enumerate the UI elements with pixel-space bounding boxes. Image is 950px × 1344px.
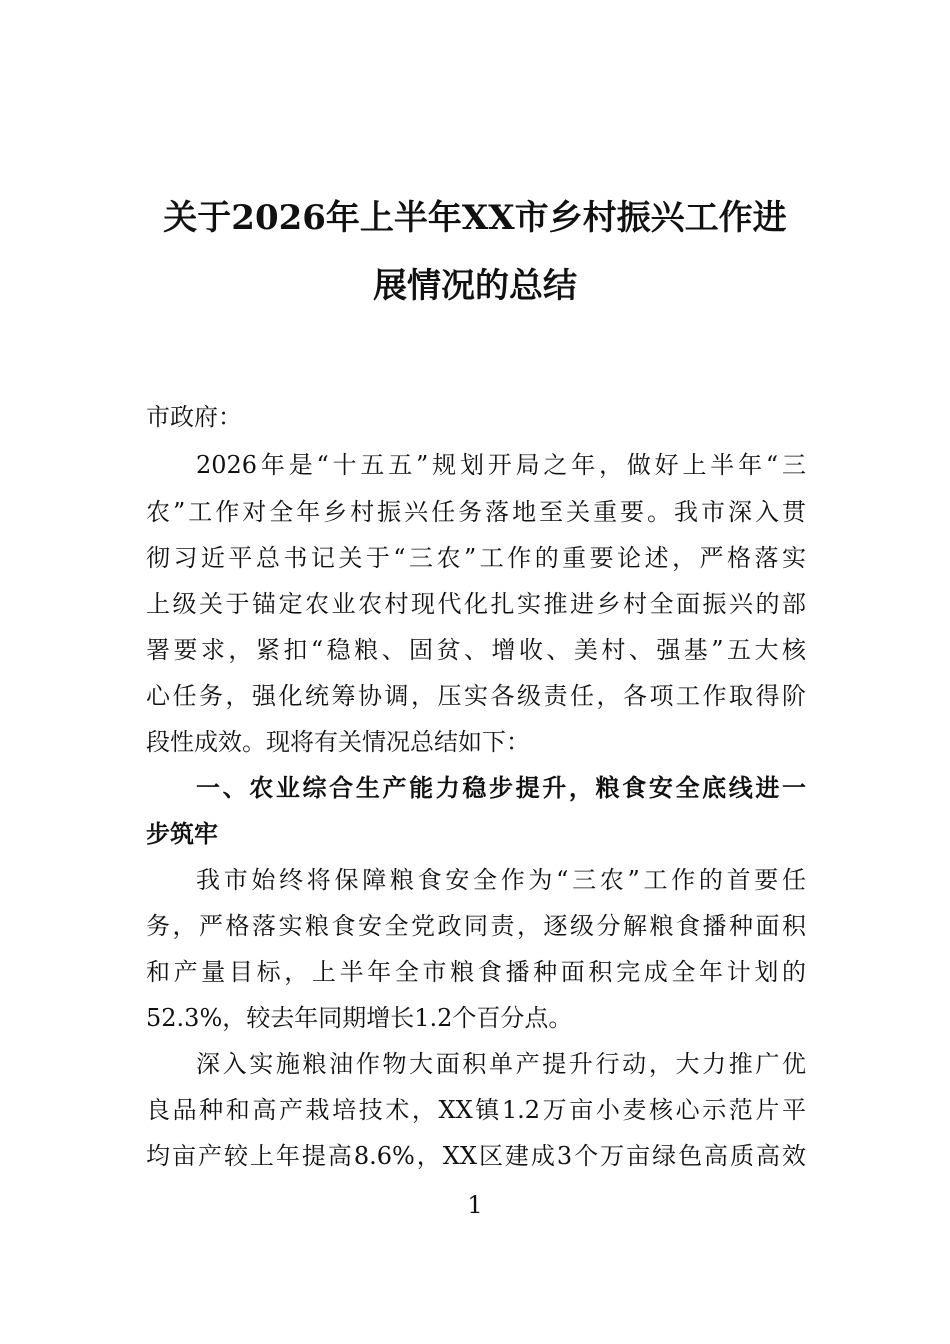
paragraph-line: 和产量目标，上半年全市粮食播种面积完成全年计划的	[146, 958, 806, 986]
document-title-line-2: 展情况的总结	[373, 266, 577, 306]
intro-line: 上级关于锚定农业农村现代化扎实推进乡村全面振兴的部	[146, 590, 806, 618]
paragraph-line: 务，严格落实粮食安全党政同责，逐级分解粮食播种面积	[146, 912, 806, 940]
intro-line: 彻习近平总书记关于“三农”工作的重要论述，严格落实	[146, 544, 806, 572]
document-title-line-1: 关于2026年上半年XX市乡村振兴工作进	[163, 198, 787, 238]
paragraph-line: 均亩产较上年提高8.6%，XX区建成3个万亩绿色高质高效	[146, 1142, 806, 1170]
intro-line: 署要求，紧扣“稳粮、固贫、增收、美村、强基”五大核	[146, 636, 806, 664]
intro-line: 心任务，强化统筹协调，压实各级责任，各项工作取得阶	[146, 682, 806, 710]
intro-line: 段性成效。现将有关情况总结如下：	[146, 728, 530, 756]
paragraph-line: 良品种和高产栽培技术，XX镇1.2万亩小麦核心示范片平	[146, 1096, 806, 1124]
paragraph-line: 深入实施粮油作物大面积单产提升行动，大力推广优	[196, 1050, 806, 1078]
paragraph-line: 52.3%，较去年同期增长1.2个百分点。	[146, 1004, 573, 1032]
section-heading-line: 步筑牢	[146, 820, 218, 848]
section-heading-line: 一、农业综合生产能力稳步提升，粮食安全底线进一	[196, 774, 806, 802]
salutation: 市政府：	[146, 403, 242, 431]
page-number: 1	[467, 1191, 483, 1219]
intro-line: 2026年是“十五五”规划开局之年，做好上半年“三	[196, 451, 806, 479]
paragraph-line: 我市始终将保障粮食安全作为“三农”工作的首要任	[196, 866, 806, 894]
intro-line: 农”工作对全年乡村振兴任务落地至关重要。我市深入贯	[146, 498, 806, 526]
